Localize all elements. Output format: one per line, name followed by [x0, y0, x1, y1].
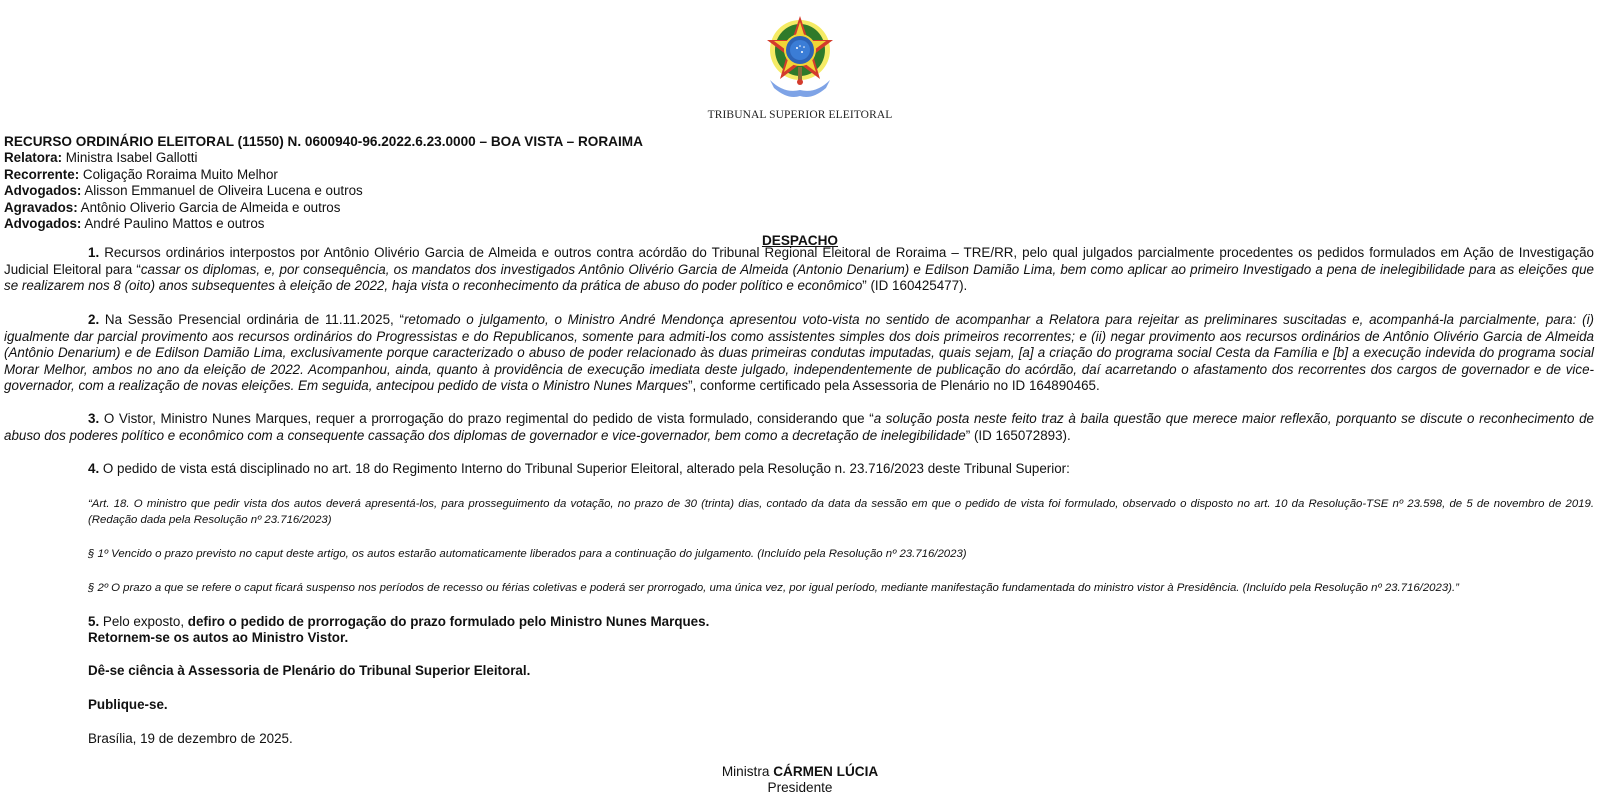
party-value: Antônio Oliverio Garcia de Almeida e outros: [80, 199, 341, 215]
paragraph-number: 2.: [88, 312, 100, 327]
signature-role: Presidente: [767, 780, 833, 795]
court-name: TRIBUNAL SUPERIOR ELEITORAL: [707, 109, 893, 121]
party-agravados: [4, 200, 643, 216]
brazil-coat-of-arms-icon: [764, 12, 836, 98]
party-advogados-1: [4, 183, 643, 199]
party-label: Advogados:: [4, 183, 82, 199]
paragraph-text: ” (ID 160425477).: [862, 278, 968, 294]
party-label: Relatora:: [4, 150, 63, 166]
party-advogados-2: [4, 216, 643, 232]
party-value: Ministra Isabel Gallotti: [65, 150, 198, 166]
publique-text: Publique-se.: [88, 697, 168, 712]
despacho-heading: DESPACHO: [761, 233, 839, 248]
paragraph-text: ”, conforme certificado pela Assessoria de Plenário no ID 164890465.: [688, 378, 1100, 394]
party-recorrente: [4, 167, 643, 183]
paragraph-number: 4.: [88, 461, 100, 476]
citation-art-18: “Art. 18. O ministro que pedir vista dos autos deverá apresentá-los, para prosseguimento da votação, no prazo de 30 (trinta) dias, contado da data da sessão em que o pedido de vista foi formulado, observado o disposto no art. 10 da Resolução-TSE nº 23.598, de 5 de novembro de 2019. (Redação dada pela Resolução nº 23.716/2023): [88, 498, 1594, 527]
publique-line: [88, 697, 168, 713]
party-relatora: [4, 150, 643, 166]
signature-prefix: Ministra: [721, 764, 774, 779]
ciencia-line: [88, 663, 530, 679]
paragraph-text: Na Sessão Presencial ordinária de 11.11.2025, “: [99, 312, 404, 327]
party-label: Advogados:: [4, 216, 82, 232]
paragraph-2: [4, 312, 1594, 395]
paragraph-text: Pelo exposto,: [99, 614, 188, 629]
paragraph-number: 5.: [88, 614, 100, 629]
party-value: Alisson Emmanuel de Oliveira Lucena e outros: [84, 183, 363, 199]
paragraph-text: O Vistor, Ministro Nunes Marques, requer a prorrogação do prazo regimental do pedido de vista formulado, considerando que “: [99, 411, 874, 426]
paragraph-quote: cassar os diplomas, e, por consequência, os mandatos dos investigados Antônio Olivério Garcia de Almeida (Antonio Denarium) e Edilson Damião Lima, bem como aplicar ao primeiro Investigado a pena de inelegibilidade para as eleições que se realizarem nos 8 (oito) anos subsequentes à eleição de 2022, haja vista o reconhecimento da prática de abuso do poder político e econômico: [4, 261, 1594, 294]
party-label: Agravados:: [4, 199, 78, 215]
signature-block: [0, 764, 1600, 796]
place-date: Brasília, 19 de dezembro de 2025.: [88, 731, 293, 746]
citation-par-2: § 2º O prazo a que se refere o caput ficará suspenso nos períodos de recesso ou férias coletivas e poderá ser prorrogado, uma única vez, por igual período, mediante manifestação fundamentada do ministro vistor à Presidência. (Incluído pela Resolução nº 23.716/2023).”: [88, 582, 1459, 594]
party-label: Recorrente:: [4, 166, 80, 182]
case-title: RECURSO ORDINÁRIO ELEITORAL (11550) N. 0600940-96.2022.6.23.0000 – BOA VISTA – RORAIMA: [4, 134, 643, 149]
decision-text: defiro o pedido de prorrogação do prazo formulado pelo Ministro Nunes Marques.: [187, 614, 710, 629]
paragraph-number: 1.: [88, 245, 100, 260]
paragraph-text: O pedido de vista está disciplinado no art. 18 do Regimento Interno do Tribunal Superior Eleitoral, alterado pela Resolução n. 23.716/2023 deste Tribunal Superior:: [99, 461, 1070, 476]
paragraph-quote: retomado o julgamento, o Ministro André Mendonça apresentou voto-vista no sentido de acompanhar a Relatora para rejeitar as preliminares suscitadas e, acompanhá-la parcialmente, para: (i) igualmente dar parcial provimento aos recursos ordinários do Progressistas e do Republicanos, somente para admiti-los como assistentes simples dos dois primeiros recorrentes; e (ii) negar provimento aos recursos ordinários de Antônio Olivério Garcia de Almeida (Antônio Denarium) e de Edilson Damião Lima, exclusivamente porque caracterizado o abuso de poder relacionado às duas primeiras condutas imputadas, quais sejam, [a] a criação do programa social Cesta da Família e [b] a execução indevida do programa social Morar Melhor, ambos no ano da eleição de 2022. Acompanhou, ainda, quanto à providência de execução imediata deste julgado, independentemente de publicação do acórdão, daí acarretando o afastamento dos recorrentes dos cargos de governador e de vice-governador, com a realização de novas eleições. Em seguida, antecipou pedido de vista o Ministro Nunes Marques: [4, 312, 1594, 394]
signature-name: CÁRMEN LÚCIA: [773, 764, 879, 779]
decision-return-text: Retornem-se os autos ao Ministro Vistor.: [88, 630, 349, 646]
party-value: Coligação Roraima Muito Melhor: [82, 166, 278, 182]
paragraph-quote: a solução posta neste feito traz à baila questão que merece maior reflexão, porquanto se discute o reconhecimento de abuso dos poderes político e econômico com a consequente cassação dos diplomas de governador e vice-governador, bem como a decretação de inelegibilidade: [4, 411, 1594, 443]
paragraph-1: [4, 245, 1594, 295]
paragraph-text: ” (ID 165072893).: [965, 427, 1071, 443]
case-info: [4, 134, 643, 232]
paragraph-5: [88, 614, 709, 647]
citation-par-1: § 1º Vencido o prazo previsto no caput deste artigo, os autos estarão automaticamente liberados para a continuação do julgamento. (Incluído pela Resolução nº 23.716/2023): [88, 548, 967, 560]
party-value: André Paulino Mattos e outros: [84, 216, 265, 232]
paragraph-3: [4, 411, 1594, 444]
paragraph-text: Recursos ordinários interpostos por Antônio Olivério Garcia de Almeida e outros contra acórdão do Tribunal Regional Eleitoral de Roraima – TRE/RR, pelo qual julgados parcialmente procedentes os pedidos formulados em Ação de Investigação Judicial Eleitoral para “: [4, 245, 1594, 277]
paragraph-4: [4, 461, 1594, 478]
paragraph-number: 3.: [88, 411, 100, 426]
ciencia-text: Dê-se ciência à Assessoria de Plenário do Tribunal Superior Eleitoral.: [88, 663, 531, 678]
